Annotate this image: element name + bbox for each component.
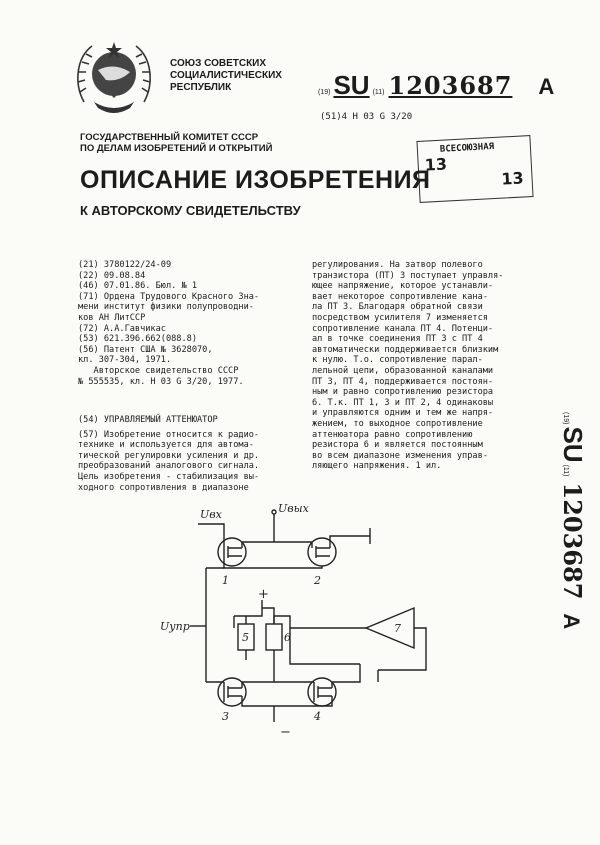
country-code: SU: [333, 70, 370, 100]
text-line: во всем диапазоне изменения управ-: [312, 450, 488, 461]
amplifier-7: [366, 608, 414, 648]
abstract-line: Цель изобретения - стабилизация вы-: [78, 471, 260, 482]
text-line: ным и равно сопротивлению резистора: [312, 387, 494, 398]
text-line: 6. Т.к. ПТ 1, 3 и ПТ 2, 4 одинаковы: [312, 397, 494, 408]
transistor-4-label: 4: [314, 710, 321, 723]
state-line: СОЮЗ СОВЕТСКИХ: [170, 58, 267, 69]
committee-line: ПО ДЕЛАМ ИЗОБРЕТЕНИЙ И ОТКРЫТИЙ: [80, 143, 273, 154]
bibliographic-data: [78, 260, 290, 387]
library-stamp: [416, 135, 533, 203]
kind-code: A: [538, 74, 555, 99]
biblio-line: мени институт физики полупроводни-: [78, 302, 254, 313]
abstract: [78, 415, 290, 493]
circuit-diagram: [150, 500, 450, 740]
biblio-line: (21) 3780122/24-09: [78, 260, 172, 270]
biblio-line: Авторское свидетельство СССР: [78, 365, 239, 376]
plus-label: +: [258, 587, 269, 602]
biblio-line: кл. 307-304, 1971.: [78, 355, 172, 366]
text-line: к нулю. Т.о. сопротивление парал-: [312, 355, 483, 366]
stamp-number: 13: [500, 168, 525, 189]
text-line: ла ПТ 3. Благодаря обратной связи: [312, 302, 483, 313]
abstract-line: (57) Изобретение относится к радио-: [78, 429, 260, 440]
text-line: ляющего напряжения. 1 ил.: [312, 461, 442, 472]
ipc-classification: (51)4 H 03 G 3/20: [320, 112, 413, 122]
abstract-title: (54) УПРАВЛЯЕМЫЙ АТТЕНЮАТОР: [78, 415, 218, 425]
text-line: сопротивление канала ПТ 4. Потенци-: [312, 323, 494, 334]
inid-code: (11): [562, 464, 569, 477]
text-line: автоматически поддерживается близким: [312, 344, 499, 355]
inid-code: (19): [562, 412, 569, 425]
country-code: SU: [558, 426, 588, 463]
kind-code: A: [559, 613, 584, 630]
ussr-emblem-icon: [70, 32, 158, 120]
biblio-line: (71) Ордена Трудового Красного Зна-: [78, 291, 260, 302]
output-label: Uвых: [278, 502, 309, 515]
amplifier-7-label: 7: [394, 622, 401, 635]
abstract-line: тической регулировки усиления и др.: [78, 450, 260, 461]
biblio-line: ков АН ЛитССР: [78, 312, 146, 323]
text-line: посредством усилителя 7 изменяется: [312, 312, 488, 323]
transistor-3-label: 3: [222, 710, 229, 723]
committee-line: ГОСУДАРСТВЕННЫЙ КОМИТЕТ СССР: [80, 132, 259, 143]
input-label: Uвх: [200, 508, 222, 521]
resistor-6-label: 6: [284, 631, 291, 644]
abstract-line: ходного сопротивления в диапазоне: [78, 482, 249, 493]
stamp-number: 13: [424, 154, 448, 175]
biblio-line: (72) А.А.Гавчикас: [78, 323, 166, 334]
inid-code: (19): [318, 89, 331, 96]
stamp-text: ВСЕСОЮЗНАЯ: [439, 141, 495, 155]
document-subtitle: К АВТОРСКОМУ СВИДЕТЕЛЬСТВУ: [80, 203, 301, 218]
biblio-line: (53) 621.396.662(088.8): [78, 334, 197, 345]
abstract-continuation: [312, 260, 538, 472]
text-line: лельной цепи, образованной каналами: [312, 365, 494, 376]
state-line: СОЦИАЛИСТИЧЕСКИХ: [170, 70, 282, 81]
vertical-publication-number: [530, 410, 590, 680]
biblio-line: (46) 07.01.86. Бюл. № 1: [78, 281, 197, 292]
document-title: ОПИСАНИЕ ИЗОБРЕТЕНИЯ: [80, 166, 431, 194]
text-line: и управляются одним и тем же напря-: [312, 408, 494, 419]
text-line: аттенюатора равно сопротивлению: [312, 429, 473, 440]
input-wire: [198, 524, 224, 542]
text-line: ющее напряжение, которое устанавли-: [312, 281, 494, 292]
text-line: регулирования. На затвор полевого: [312, 260, 483, 270]
biblio-line: (22) 09.08.84: [78, 270, 146, 281]
text-line: жением, то выходное сопротивление: [312, 418, 483, 429]
text-line: ал в точке соединения ПТ 3 с ПТ 4: [312, 334, 483, 345]
transistor-2-label: 2: [314, 574, 321, 587]
inid-code: (11): [372, 89, 385, 96]
minus-label: −: [280, 725, 291, 740]
control-label: Uупр: [160, 620, 190, 633]
text-line: ПТ 3, ПТ 4, поддерживается постоян-: [312, 376, 494, 387]
biblio-line: № 555535, кл. H 03 G 3/20, 1977.: [78, 376, 244, 387]
text-line: резистора 6 и является постоянным: [312, 440, 483, 451]
abstract-line: технике и используется для автома-: [78, 440, 254, 451]
text-line: вает некоторое сопротивление кана-: [312, 291, 488, 302]
committee-name: [80, 132, 272, 154]
transistor-1-label: 1: [222, 574, 229, 587]
patent-number: 1203687: [558, 482, 587, 600]
patent-number: 1203687: [388, 71, 513, 100]
biblio-line: (56) Патент США № 3628070,: [78, 344, 213, 355]
publication-number: [318, 70, 554, 101]
state-line: РЕСПУБЛИК: [170, 82, 232, 93]
resistor-5-label: 5: [242, 631, 249, 644]
abstract-line: преобразований аналогового сигнала.: [78, 461, 260, 472]
state-name: [170, 58, 282, 94]
resistor-6: [266, 624, 282, 650]
text-line: транзистора (ПТ) 3 поступает управля-: [312, 270, 504, 281]
